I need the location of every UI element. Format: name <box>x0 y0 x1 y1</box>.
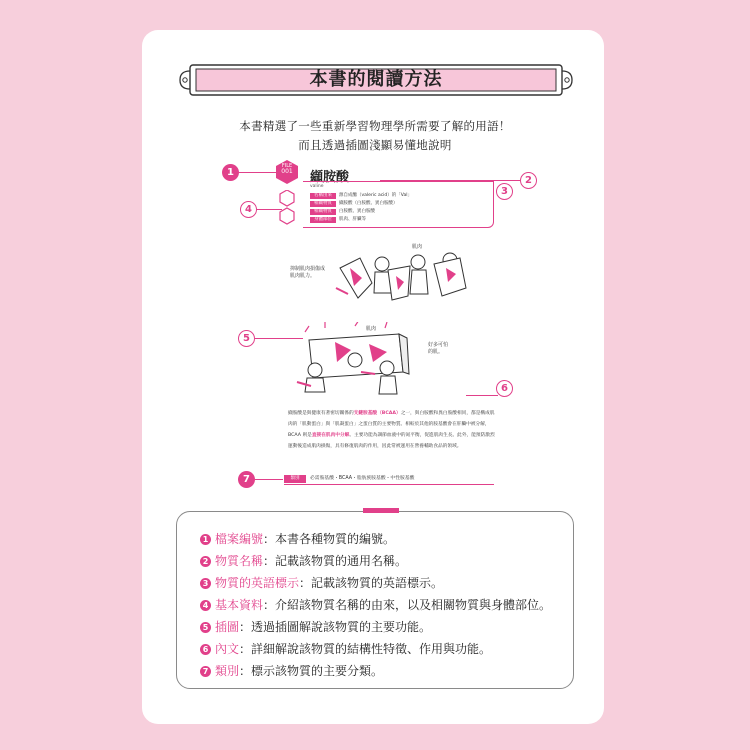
info-text: 纈胺酸（白胺酸、異白胺酸） <box>339 201 398 206</box>
body-text-highlight: 直接在肌肉中分解 <box>311 433 350 438</box>
illus1-caption: 抑制肌肉損傷成 肌肉肌力。 <box>290 266 326 279</box>
info-tag: 相關物質 <box>310 201 336 207</box>
legend-desc: ：透過插圖解說該物質的主要功能。 <box>239 620 432 634</box>
legend-item <box>200 663 383 679</box>
legend-term: 類別 <box>215 664 240 678</box>
callout-7-line <box>255 479 283 480</box>
legend-term: 插圖 <box>215 620 240 634</box>
info-text: 白胺酸、異白胺酸 <box>339 209 375 214</box>
callout-7: 7 <box>238 471 255 488</box>
info-row <box>310 201 398 207</box>
file-number-text: 001 <box>281 168 293 175</box>
legend-number: 3 <box>200 578 211 589</box>
legend-term: 物質名稱 <box>215 554 264 568</box>
info-tag: 名稱由來 <box>310 193 336 199</box>
legend-number: 7 <box>200 666 211 677</box>
legend-desc: ：本書各種物質的編號。 <box>263 532 396 546</box>
entry-title: 纈胺酸 <box>310 170 350 185</box>
info-text: 肌肉、肝臟等 <box>339 217 366 222</box>
legend-desc: ：記載該物質的通用名稱。 <box>263 554 408 568</box>
intro-line-2: 而且透過插圖淺顯易懂地說明 <box>298 138 452 152</box>
illustration-2 <box>295 322 465 402</box>
info-text: 源自成醣（valeric acid）的「Val」 <box>339 193 413 198</box>
callout-1: 1 <box>222 164 239 181</box>
category-bar <box>284 474 494 485</box>
legend-desc: ：標示該物質的主要分類。 <box>239 664 384 678</box>
legend-item <box>200 641 491 657</box>
legend-item <box>200 597 551 613</box>
callout-2: 2 <box>520 172 537 189</box>
file-number <box>276 163 298 175</box>
body-text-part: 。主要功能為調節血液中的氮平衡，促進肌肉生長。此外，能預防激烈運動後造成肌肉損傷，具有修復肌肉的作用，因此常被運用在營養輔助食品的領域。 <box>288 433 495 449</box>
legend-desc: ：詳細解說該物質的結構性特徵、作用與功能。 <box>239 642 492 656</box>
info-hex-icons <box>276 190 298 226</box>
callout-1-line <box>239 172 279 173</box>
body-text-part: 之一，與白胺酸和異白胺酸相同，都是構成肌肉的「肌動蛋白」與「肌凝蛋白」之蛋白質的主要物質。相較於其他的胺基酸會在肝臟中被分解，BCAA 則是 <box>288 411 495 438</box>
file-label-text: FILE <box>281 163 293 169</box>
legend-number: 5 <box>200 622 211 633</box>
legend-item <box>200 553 407 569</box>
legend-desc: ：介紹該物質名稱的由來，以及相關物質與身體部位。 <box>263 598 552 612</box>
legend-term: 基本資料 <box>215 598 264 612</box>
legend-item <box>200 575 443 591</box>
legend-item <box>200 619 431 635</box>
illus1-label: 肌肉 <box>412 244 423 250</box>
legend-number: 4 <box>200 600 211 611</box>
info-tag: 相關物質 <box>310 209 336 215</box>
legend-number: 1 <box>200 534 211 545</box>
legend-term: 檔案編號 <box>215 532 264 546</box>
entry-english: valine <box>310 184 324 189</box>
legend-item <box>200 531 395 547</box>
sample-body-text <box>288 408 498 452</box>
callout-4: 4 <box>240 201 257 218</box>
info-tag: 身體部位 <box>310 217 336 223</box>
intro-line-1: 本書精選了一些重新學習物理學所需要了解的用語！ <box>239 119 511 133</box>
category-text: 必需胺基酸・BCAA・脂肪族胺基酸・中性胺基酸 <box>310 476 415 481</box>
body-text-part: 纈胺酸是與健康有著密切關係的 <box>288 411 354 416</box>
category-tag: 類別 <box>284 475 306 483</box>
info-row <box>310 193 412 199</box>
legend-term: 物質的英語標示 <box>215 576 300 590</box>
info-row <box>310 209 375 215</box>
illus2-label: 肌肉 <box>366 326 377 332</box>
illustration-1 <box>330 238 480 313</box>
body-text-highlight: 支鏈胺基酸（BCAA） <box>353 411 401 416</box>
legend-term: 內文 <box>215 642 240 656</box>
callout-5: 5 <box>238 330 255 347</box>
callout-6: 6 <box>496 380 513 397</box>
illus2-caption: 好多可怕 的肌。 <box>428 342 449 355</box>
legend-number: 6 <box>200 644 211 655</box>
info-row <box>310 217 366 223</box>
page-title: 本書的閱讀方法 <box>309 69 443 90</box>
legend-tab <box>363 508 399 513</box>
callout-3: 3 <box>496 183 513 200</box>
legend-number: 2 <box>200 556 211 567</box>
legend-desc: ：記載該物質的英語標示。 <box>299 576 444 590</box>
callout-6-line <box>466 395 498 396</box>
